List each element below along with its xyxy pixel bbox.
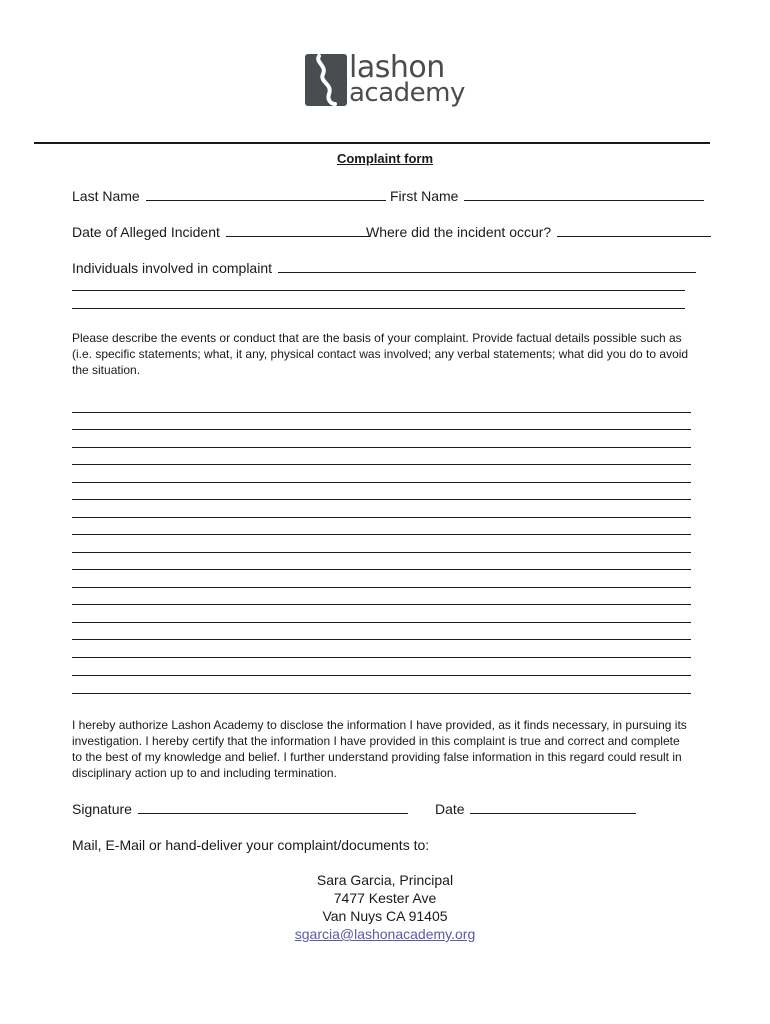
individuals-line-3[interactable] — [72, 308, 685, 309]
first-name-label: First Name — [390, 188, 459, 204]
incident-date-label: Date of Alleged Incident — [72, 224, 220, 240]
description-line[interactable] — [72, 499, 691, 500]
contact-street: 7477 Kester Ave — [333, 890, 437, 906]
lashon-academy-logo — [305, 46, 467, 118]
incident-location-label: Where did the incident occur? — [366, 224, 552, 240]
incident-location-field[interactable] — [366, 223, 711, 241]
description-line[interactable] — [72, 622, 691, 623]
description-line[interactable] — [72, 429, 691, 430]
authorization-statement: I hereby authorize Lashon Academy to disclose the information I have provided, as it finds necessary, in pursuing its investigation. I hereby certify that the information I have provided in this complaint is true and correct and complete to the best of my knowledge and belief. I further understand providing false information in this regard could result in disciplinary action up to and including termination. — [72, 718, 687, 780]
first-name-line[interactable] — [464, 188, 704, 201]
contact-city-state-zip: Van Nuys CA 91405 — [322, 908, 448, 924]
last-name-field[interactable] — [72, 187, 386, 205]
description-line[interactable] — [72, 552, 691, 553]
description-line[interactable] — [72, 693, 691, 694]
individuals-field[interactable] — [72, 259, 696, 277]
logo-mark-icon — [305, 54, 347, 106]
description-line[interactable] — [72, 464, 691, 465]
date-field[interactable] — [435, 800, 636, 818]
form-title: Complaint form — [336, 151, 434, 166]
first-name-field[interactable] — [390, 187, 704, 205]
incident-date-line[interactable] — [226, 224, 370, 237]
individuals-label: Individuals involved in complaint — [72, 260, 272, 276]
last-name-label: Last Name — [72, 188, 140, 204]
description-line[interactable] — [72, 639, 691, 640]
signature-line[interactable] — [138, 801, 408, 814]
date-line[interactable] — [470, 801, 636, 814]
description-area[interactable] — [72, 412, 691, 702]
description-line[interactable] — [72, 675, 691, 676]
contact-email-row — [0, 925, 770, 943]
header-divider — [34, 142, 710, 144]
date-label: Date — [435, 801, 465, 817]
last-name-line[interactable] — [146, 188, 386, 201]
description-line[interactable] — [72, 517, 691, 518]
individuals-line-2[interactable] — [72, 290, 685, 291]
logo-wordmark — [349, 46, 469, 118]
description-line[interactable] — [72, 587, 691, 588]
individuals-line[interactable] — [278, 260, 696, 273]
description-line[interactable] — [72, 482, 691, 483]
description-line[interactable] — [72, 412, 691, 413]
contact-name-title: Sara Garcia, Principal — [316, 872, 454, 888]
description-line[interactable] — [72, 604, 691, 605]
incident-location-line[interactable] — [557, 224, 711, 237]
incident-date-field[interactable] — [72, 223, 370, 241]
description-line[interactable] — [72, 657, 691, 658]
description-instructions: Please describe the events or conduct that are the basis of your complaint. Provide factual details possible such as (i.e. specific statements; what, it any, physical contact was involved; any verbal statements; what did you do to avoid the situation. — [72, 331, 689, 377]
logo-word-lashon: lashon — [349, 50, 445, 85]
description-line[interactable] — [72, 447, 691, 448]
description-line[interactable] — [72, 534, 691, 535]
mail-instructions: Mail, E-Mail or hand-deliver your complaint/documents to: — [72, 837, 430, 853]
signature-field[interactable] — [72, 800, 408, 818]
signature-label: Signature — [72, 801, 132, 817]
contact-email-link[interactable]: sgarcia@lashonacademy.org — [294, 926, 476, 942]
description-line[interactable] — [72, 569, 691, 570]
logo-word-academy: academy — [349, 78, 465, 108]
